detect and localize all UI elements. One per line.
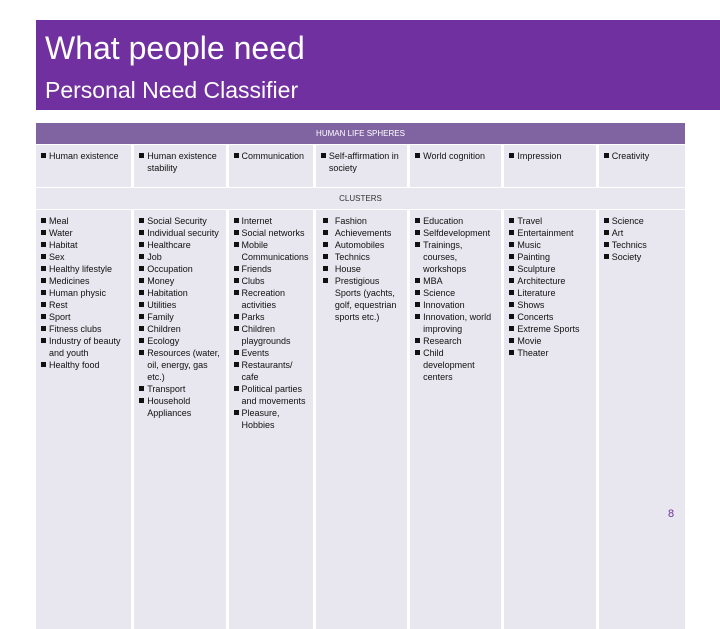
sphere-cell bbox=[316, 145, 407, 187]
cluster-cell bbox=[134, 210, 225, 629]
cluster-item: Movie bbox=[509, 335, 591, 347]
cluster-item: House bbox=[321, 263, 403, 275]
cluster-item: Occupation bbox=[139, 263, 221, 275]
sphere-label: Self-affirmation in society bbox=[321, 150, 403, 174]
cluster-item: Literature bbox=[509, 287, 591, 299]
sphere-label: Communication bbox=[234, 150, 309, 162]
cluster-cell bbox=[599, 210, 685, 629]
cluster-item: Theater bbox=[509, 347, 591, 359]
cluster-list bbox=[415, 215, 497, 383]
cluster-item: Society bbox=[604, 251, 681, 263]
cluster-item: Parks bbox=[234, 311, 309, 323]
cluster-item: Entertainment bbox=[509, 227, 591, 239]
title-banner bbox=[36, 20, 720, 110]
cluster-item: Clubs bbox=[234, 275, 309, 287]
cluster-item: Friends bbox=[234, 263, 309, 275]
cluster-item: Sculpture bbox=[509, 263, 591, 275]
page-number: 8 bbox=[668, 508, 675, 520]
cluster-item: Fitness clubs bbox=[41, 323, 127, 335]
cluster-item: Pleasure, Hobbies bbox=[234, 407, 309, 431]
cluster-item: Concerts bbox=[509, 311, 591, 323]
cluster-item: Innovation, world improving bbox=[415, 311, 497, 335]
cluster-item: Fashion bbox=[321, 215, 403, 227]
cluster-item: Individual security bbox=[139, 227, 221, 239]
cluster-item: Meal bbox=[41, 215, 127, 227]
clusters-header: CLUSTERS bbox=[36, 188, 685, 209]
spheres-row bbox=[36, 145, 685, 187]
cluster-cell bbox=[229, 210, 313, 629]
sphere-cell bbox=[504, 145, 595, 187]
table-header: HUMAN LIFE SPHERES bbox=[36, 123, 685, 144]
cluster-item: MBA bbox=[415, 275, 497, 287]
cluster-item: Science bbox=[604, 215, 681, 227]
cluster-cell bbox=[410, 210, 501, 629]
slide-title: What people need bbox=[45, 30, 305, 66]
cluster-item: Technics bbox=[321, 251, 403, 263]
cluster-item: Ecology bbox=[139, 335, 221, 347]
cluster-item: Music bbox=[509, 239, 591, 251]
sphere-cell bbox=[36, 145, 131, 187]
sphere-cell bbox=[410, 145, 501, 187]
cluster-list bbox=[604, 215, 681, 263]
cluster-cell bbox=[36, 210, 131, 629]
cluster-item: Transport bbox=[139, 383, 221, 395]
cluster-item: Automobiles bbox=[321, 239, 403, 251]
sphere-label: Impression bbox=[509, 150, 591, 162]
cluster-list bbox=[41, 215, 127, 371]
cluster-item: Job bbox=[139, 251, 221, 263]
cluster-item: Child development centers bbox=[415, 347, 497, 383]
cluster-item: Household Appliances bbox=[139, 395, 221, 419]
cluster-item: Healthcare bbox=[139, 239, 221, 251]
cluster-item: Political parties and movements bbox=[234, 383, 309, 407]
sphere-label: World cognition bbox=[415, 150, 497, 162]
sphere-cell bbox=[229, 145, 313, 187]
sphere-cell bbox=[599, 145, 685, 187]
cluster-item: Prestigious Sports (yachts, golf, equestrian sports etc.) bbox=[321, 275, 403, 323]
sphere-label: Human existence bbox=[41, 150, 127, 162]
cluster-item: Technics bbox=[604, 239, 681, 251]
cluster-item: Extreme Sports bbox=[509, 323, 591, 335]
cluster-list bbox=[509, 215, 591, 359]
cluster-item: Achievements bbox=[321, 227, 403, 239]
cluster-item: Shows bbox=[509, 299, 591, 311]
cluster-item: Healthy lifestyle bbox=[41, 263, 127, 275]
cluster-list bbox=[234, 215, 309, 431]
cluster-item: Travel bbox=[509, 215, 591, 227]
cluster-item: Human physic bbox=[41, 287, 127, 299]
cluster-item: Science bbox=[415, 287, 497, 299]
cluster-item: Rest bbox=[41, 299, 127, 311]
cluster-list bbox=[321, 215, 403, 323]
cluster-item: Mobile Communications bbox=[234, 239, 309, 263]
cluster-item: Habitation bbox=[139, 287, 221, 299]
cluster-item: Innovation bbox=[415, 299, 497, 311]
cluster-item: Money bbox=[139, 275, 221, 287]
cluster-item: Art bbox=[604, 227, 681, 239]
cluster-item: Restaurants/ cafe bbox=[234, 359, 309, 383]
cluster-item: Selfdevelopment bbox=[415, 227, 497, 239]
cluster-item: Social Security bbox=[139, 215, 221, 227]
sphere-label: Creativity bbox=[604, 150, 681, 162]
cluster-item: Painting bbox=[509, 251, 591, 263]
cluster-item: Sport bbox=[41, 311, 127, 323]
cluster-item: Healthy food bbox=[41, 359, 127, 371]
cluster-item: Utilities bbox=[139, 299, 221, 311]
cluster-list bbox=[139, 215, 221, 419]
clusters-row bbox=[36, 210, 685, 629]
cluster-item: Habitat bbox=[41, 239, 127, 251]
cluster-item: Recreation activities bbox=[234, 287, 309, 311]
cluster-item: Events bbox=[234, 347, 309, 359]
cluster-item: Architecture bbox=[509, 275, 591, 287]
cluster-item: Children bbox=[139, 323, 221, 335]
cluster-cell bbox=[316, 210, 407, 629]
cluster-item: Research bbox=[415, 335, 497, 347]
cluster-item: Water bbox=[41, 227, 127, 239]
cluster-item: Trainings, courses, workshops bbox=[415, 239, 497, 275]
cluster-item: Children playgrounds bbox=[234, 323, 309, 347]
sphere-label: Human existence stability bbox=[139, 150, 221, 174]
cluster-cell bbox=[504, 210, 595, 629]
slide-subtitle: Personal Need Classifier bbox=[45, 77, 299, 103]
cluster-item: Industry of beauty and youth bbox=[41, 335, 127, 359]
sphere-cell bbox=[134, 145, 225, 187]
cluster-item: Medicines bbox=[41, 275, 127, 287]
cluster-item: Social networks bbox=[234, 227, 309, 239]
cluster-item: Sex bbox=[41, 251, 127, 263]
cluster-item: Family bbox=[139, 311, 221, 323]
cluster-item: Resources (water, oil, energy, gas etc.) bbox=[139, 347, 221, 383]
cluster-item: Internet bbox=[234, 215, 309, 227]
cluster-item: Education bbox=[415, 215, 497, 227]
